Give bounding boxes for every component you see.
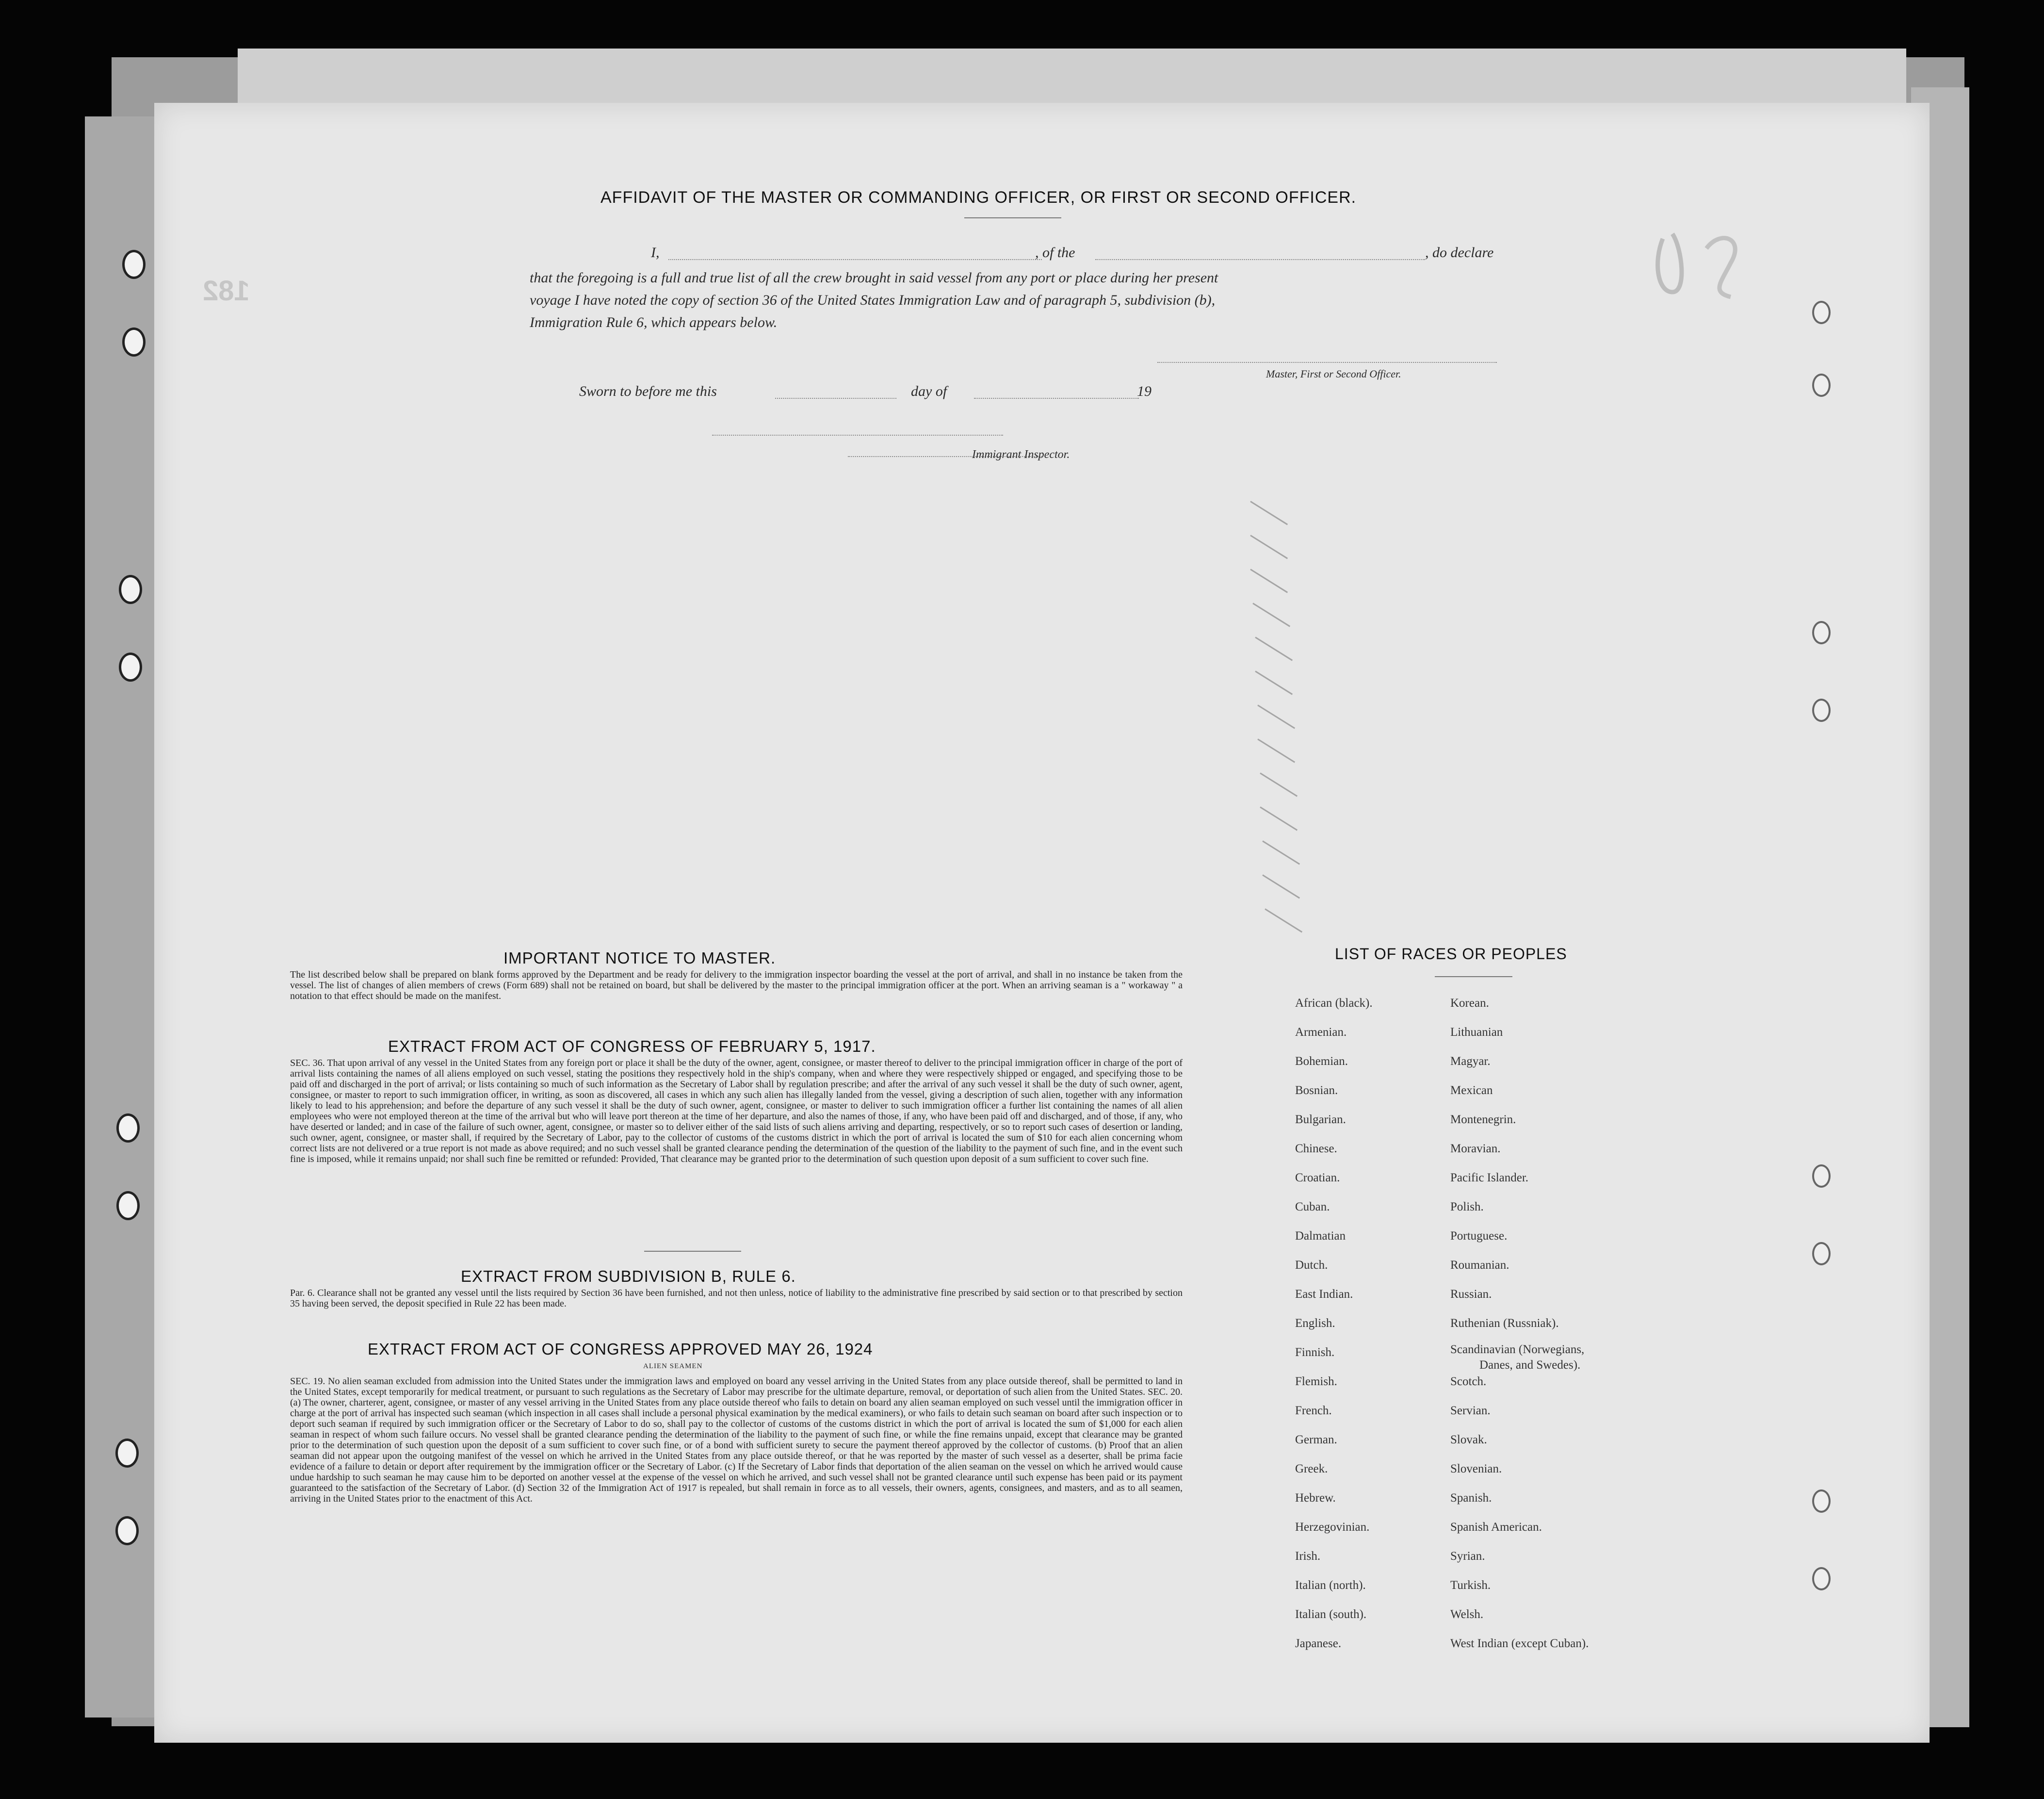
inspector-caption: Immigrant Inspector.: [972, 448, 1070, 461]
race-item: Spanish.: [1450, 1491, 1492, 1505]
extract-1917-body: SEC. 36. That upon arrival of any vessel in the United States from any foreign port or place it shall be the duty of the owner, agent, consignee, or master thereof to deliver to the principal immigration officer in charge of the port of arrival lists containing the names of all aliens employed on such vessel, stating the positions they respectively hold in the ship's company, when and where they were respectively shipped or engaged, and specifying those to be paid off and discharged in the port of arrival; or lists containing so much of such information as the Secretary of Labor shall by regulation prescribe; and after the arrival of any such vessel it shall be the duty of such owner, agent, consignee, or master to report to such immigration officer, in writing, as soon as discovered, all cases in which any such alien has illegally landed from the vessel, giving a description of such alien, together with any information likely to lead to his apprehension; and before the departure of any such vessel it shall be the duty of such owner, agent, consignee, or master to deliver to such immigration officer a further list containing the names of all alien employees who were not employed thereon at the time of the arrival but who will leave port thereon at the time of her departure, and also the names of those, if any, who have been paid off and discharged, and of those, if any, who have deserted or landed; and in case of the failure of such owner, agent, consignee, or master so to deliver either of the said lists of such aliens arriving and departing, respectively, or so to report such cases of desertion or landing, such owner, agent, consignee, or master shall, if required by the Secretary of Labor, pay to the collector of customs of the customs district in which the port of arrival is located the sum of $10 for each alien concerning whom correct lists are not delivered or a true report is not made as above required; and no such vessel shall be granted clearance pending the determination of the question of the liability to the payment of such fine, and in the event such fine is imposed, while it remains unpaid; nor shall such fine be remitted or refunded: Provided, That clearance may be granted prior to the determination of such question upon deposit of a sum sufficient to cover such fine.: [290, 1058, 1183, 1164]
bleed-through-mark: [1260, 806, 1298, 831]
race-item: French.: [1295, 1404, 1332, 1417]
bleed-through-mark: [1257, 704, 1295, 729]
bleed-through-mark: [1250, 501, 1288, 525]
race-item: Cuban.: [1295, 1200, 1330, 1213]
race-item: Portuguese.: [1450, 1229, 1508, 1243]
race-item: English.: [1295, 1317, 1335, 1330]
race-item: Croatian.: [1295, 1171, 1340, 1184]
race-item: Herzegovinian.: [1295, 1521, 1370, 1534]
title-rule: [964, 217, 1061, 218]
binder-hole: [115, 1516, 139, 1545]
race-item: Dalmatian: [1295, 1229, 1346, 1243]
manifest-page: [154, 103, 1930, 1743]
race-item: Scotch.: [1450, 1375, 1487, 1388]
race-item: Slovak.: [1450, 1433, 1487, 1446]
page-hole: [1812, 301, 1831, 324]
race-item: East Indian.: [1295, 1288, 1353, 1301]
races-rule: [1435, 976, 1512, 977]
page-hole: [1812, 1567, 1831, 1590]
binder-hole: [122, 327, 146, 357]
binder-hole: [116, 1113, 140, 1143]
race-item: Italian (south).: [1295, 1608, 1367, 1621]
bleed-through-mark: [1255, 671, 1293, 695]
race-item: Moravian.: [1450, 1142, 1501, 1155]
race-item: Welsh.: [1450, 1608, 1484, 1621]
affidavit-line-2: that the foregoing is a full and true list of all the crew brought in said vessel from any port or place during her present: [530, 270, 1218, 286]
binder-hole: [119, 575, 142, 604]
race-item: Turkish.: [1450, 1579, 1491, 1592]
race-item: Montenegrin.: [1450, 1113, 1516, 1126]
extract-1917-title: EXTRACT FROM ACT OF CONGRESS OF FEBRUARY 5, 1917.: [388, 1037, 876, 1055]
extract-1924-title: EXTRACT FROM ACT OF CONGRESS APPROVED MAY 26, 1924: [368, 1340, 873, 1358]
handwritten-mark: [1648, 219, 1755, 316]
bleed-through-mark: [1252, 603, 1290, 627]
race-item: Russian.: [1450, 1288, 1492, 1301]
inspector-signature-line[interactable]: [712, 435, 1003, 436]
affidavit-title: AFFIDAVIT OF THE MASTER OR COMMANDING OFFICER, OR FIRST OR SECOND OFFICER.: [600, 188, 1357, 207]
bleed-through-mark: [1250, 569, 1288, 593]
back-sheet-edge: [85, 116, 158, 1717]
race-item: Slovenian.: [1450, 1462, 1502, 1475]
race-item: Roumanian.: [1450, 1259, 1509, 1272]
race-item: Pacific Islander.: [1450, 1171, 1529, 1184]
affidavit-line-1-start: I,: [651, 245, 660, 261]
bleed-through-mark: [1262, 840, 1300, 865]
race-item: Ruthenian (Russniak).: [1450, 1317, 1559, 1330]
affidavit-line-1-mid: , of the: [1035, 245, 1075, 261]
race-item: Japanese.: [1295, 1637, 1342, 1650]
page-hole: [1812, 374, 1831, 397]
bleed-through-mark: [1265, 908, 1302, 932]
race-item: Dutch.: [1295, 1259, 1328, 1272]
vessel-name-field[interactable]: [1095, 259, 1425, 260]
notice-body: The list described below shall be prepared on blank forms approved by the Department and be ready for delivery to the immigration inspector boarding the vessel at the port of arrival, and shall in no instance be taken from the vessel. The list of changes of alien members of crews (Form 689) shall not be retained on board, but shall be delivered by the master to the principal immigration officer at the port. When an arriving seaman is a " workaway " a notation to that effect should be made on the manifest.: [290, 969, 1183, 1001]
affidavit-line-3: voyage I have noted the copy of section 36 of the United States Immigration Law and of paragraph 5, subdivision (b),: [530, 292, 1216, 308]
affidavit-line-1-end: , do declare: [1425, 245, 1494, 261]
binder-hole: [122, 250, 146, 279]
race-item: Irish.: [1295, 1550, 1321, 1563]
bleed-through-mark: [1255, 637, 1293, 661]
sworn-day-of: day of: [911, 383, 947, 399]
extract-rule6-title: EXTRACT FROM SUBDIVISION B, RULE 6.: [461, 1267, 796, 1285]
binder-hole: [116, 1191, 140, 1220]
race-item: Hebrew.: [1295, 1491, 1336, 1505]
bleed-through-mark: [1262, 874, 1300, 899]
race-item: African (black).: [1295, 997, 1373, 1010]
signature-caption: Master, First or Second Officer.: [1266, 368, 1401, 380]
page-number-stamp: 182: [203, 275, 250, 307]
race-item: Italian (north).: [1295, 1579, 1366, 1592]
sworn-start: Sworn to before me this: [579, 383, 717, 399]
sworn-month-field[interactable]: [974, 398, 1139, 399]
race-item: German.: [1295, 1433, 1337, 1446]
page-hole: [1812, 1489, 1831, 1513]
extract-1924-subtitle: ALIEN SEAMEN: [643, 1362, 703, 1370]
bleed-through-mark: [1250, 535, 1288, 559]
races-title: LIST OF RACES OR PEOPLES: [1335, 945, 1567, 963]
master-name-field[interactable]: [668, 259, 1042, 260]
page-hole: [1812, 1242, 1831, 1265]
race-item: Spanish American.: [1450, 1521, 1542, 1534]
page-hole: [1812, 699, 1831, 722]
race-item: West Indian (except Cuban).: [1450, 1637, 1589, 1650]
race-item: Korean.: [1450, 997, 1489, 1010]
page-hole: [1812, 1164, 1831, 1188]
race-item: Scandinavian (Norwegians,: [1450, 1343, 1585, 1356]
extract-1924-body: SEC. 19. No alien seaman excluded from admission into the United States under the immigration laws and employed on board any vessel arriving in the United States from any place outside thereof, shall be permitted to land in the United States, except temporarily for medical treatment, or pursuant to such regulations as the Secretary of Labor may prescribe for the ultimate departure, removal, or deportation of such alien from the United States. SEC. 20. (a) The owner, charterer, agent, consignee, or master of any vessel arriving in the United States from any place outside thereof who fails to detain on board any alien seaman employed on such vessel until the immigration officer in charge at the port of arrival has inspected such seaman (which inspection in all cases shall include a personal physical examination by the medical examiners), or who fails to detain such seaman on board after such inspection or to deport such seaman if required by such immigration officer or the Secretary of Labor to do so, shall pay to the collector of customs of the customs district in which the port of arrival is located the sum of $1,000 for each alien seaman in respect of whom such failure occurs. No vessel shall be granted clearance pending the determination of the liability to the payment of such fine, or while the fine remains unpaid, except that clearance may be granted prior to the determination of such question upon the deposit of a sum sufficient to cover such fine, or of a bond with sufficient surety to secure the payment thereof approved by the collector of customs. (b) Proof that an alien seaman did not appear upon the outgoing manifest of the vessel on which he arrived in the United States from any place outside thereof, or that he was reported by the master of such vessel as a deserter, shall be prima facie evidence of a failure to detain or deport after requirement by the immigration officer or the Secretary of Labor. (c) If the Secretary of Labor finds that deportation of the alien seaman on the vessel on which he arrived would cause undue hardship to such seaman he may cause him to be deported on another vessel at the expense of the vessel on which he arrived, and such vessel shall not be granted clearance until such expense has been paid or its payment guaranteed to the satisfaction of the Secretary of Labor. (d) Section 32 of the Immigration Act of 1917 is repealed, but shall remain in force as to all vessels, their owners, agents, consignees, and masters, and as to all seamen, arriving in the United States prior to the enactment of this Act.: [290, 1376, 1183, 1504]
sworn-year: 19: [1137, 383, 1152, 399]
race-item: Chinese.: [1295, 1142, 1337, 1155]
race-item: Finnish.: [1295, 1346, 1335, 1359]
signature-line[interactable]: [1157, 362, 1497, 363]
race-item: Bohemian.: [1295, 1055, 1348, 1068]
bleed-through-mark: [1260, 772, 1298, 797]
race-item: Syrian.: [1450, 1550, 1485, 1563]
race-item: Bulgarian.: [1295, 1113, 1346, 1126]
race-item: Greek.: [1295, 1462, 1328, 1475]
race-item: Polish.: [1450, 1200, 1484, 1213]
section-rule: [644, 1251, 741, 1252]
bleed-through-mark: [1257, 738, 1295, 763]
race-item: Servian.: [1450, 1404, 1491, 1417]
affidavit-line-4: Immigration Rule 6, which appears below.: [530, 314, 778, 330]
race-item: Magyar.: [1450, 1055, 1491, 1068]
sworn-date-field[interactable]: [775, 398, 896, 399]
race-item: Bosnian.: [1295, 1084, 1338, 1097]
race-item: Armenian.: [1295, 1026, 1347, 1039]
race-item: Lithuanian: [1450, 1026, 1503, 1039]
race-item: Mexican: [1450, 1084, 1493, 1097]
race-item-continuation: Danes, and Swedes).: [1479, 1358, 1581, 1372]
notice-title: IMPORTANT NOTICE TO MASTER.: [503, 949, 776, 967]
extract-rule6-body: Par. 6. Clearance shall not be granted any vessel until the lists required by Section 36 have been furnished, and not then unless, notice of liability to the administrative fine prescribed by said section or to that prescribed by section 35 having been served, the deposit specified in Rule 22 has been made.: [290, 1288, 1183, 1309]
race-item: Flemish.: [1295, 1375, 1337, 1388]
binder-hole: [119, 653, 142, 682]
page-hole: [1812, 621, 1831, 644]
binder-hole: [115, 1439, 139, 1468]
